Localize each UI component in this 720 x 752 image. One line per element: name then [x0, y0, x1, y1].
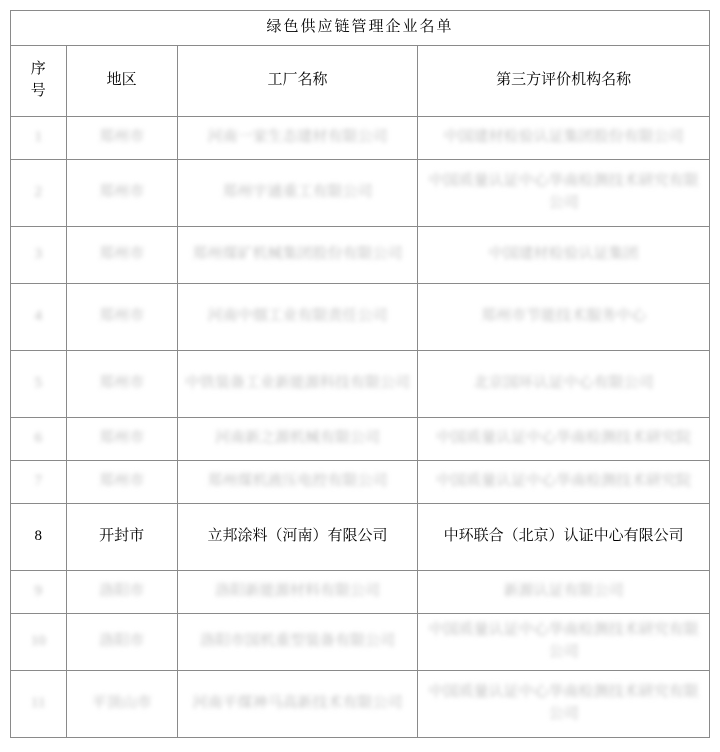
cell-agency: 中国建材检验认证集团股份有限公司 — [418, 116, 710, 159]
cell-no: 5 — [11, 350, 67, 417]
table-row — [11, 226, 710, 283]
cell-no: 7 — [11, 460, 67, 503]
column-header-no-line1: 序 — [30, 61, 46, 77]
cell-agency: 郑州市节能技术服务中心 — [418, 283, 710, 350]
cell-agency: 中国质量认证中心华南检测技术研究有限公司 — [418, 670, 710, 737]
cell-factory: 河南新之源机械有限公司 — [177, 417, 418, 460]
cell-agency: 中环联合（北京）认证中心有限公司 — [418, 503, 710, 570]
cell-agency: 新源认证有限公司 — [418, 570, 710, 613]
cell-region: 郑州市 — [66, 417, 177, 460]
cell-factory: 河南一家生态建材有限公司 — [177, 116, 418, 159]
cell-no: 1 — [11, 116, 67, 159]
table-row — [11, 350, 710, 417]
table-row — [11, 670, 710, 737]
cell-region: 郑州市 — [66, 159, 177, 226]
document-page — [0, 10, 720, 752]
cell-no: 3 — [11, 226, 67, 283]
column-header-no — [11, 45, 67, 116]
cell-factory: 郑州宇通重工有限公司 — [177, 159, 418, 226]
table-row — [11, 283, 710, 350]
cell-factory: 洛阳市国机重型装备有限公司 — [177, 613, 418, 670]
table-row — [11, 159, 710, 226]
cell-agency: 中国质量认证中心华南检测技术研究有限公司 — [418, 159, 710, 226]
table-row — [11, 613, 710, 670]
table-header-row — [11, 45, 710, 116]
table-row-highlighted — [11, 503, 710, 570]
cell-agency: 中国质量认证中心华南检测技术研究院 — [418, 417, 710, 460]
cell-no: 9 — [11, 570, 67, 613]
cell-no: 6 — [11, 417, 67, 460]
page-title: 绿色供应链管理企业名单 — [11, 11, 710, 46]
cell-agency: 中国质量认证中心华南检测技术研究院 — [418, 460, 710, 503]
table-row — [11, 116, 710, 159]
cell-no: 2 — [11, 159, 67, 226]
enterprise-list-table — [10, 10, 710, 738]
table-row — [11, 570, 710, 613]
table-title-row — [11, 11, 710, 46]
cell-region: 郑州市 — [66, 460, 177, 503]
cell-region: 郑州市 — [66, 350, 177, 417]
cell-region: 平顶山市 — [66, 670, 177, 737]
column-header-factory: 工厂名称 — [177, 45, 418, 116]
cell-region: 郑州市 — [66, 283, 177, 350]
cell-region: 郑州市 — [66, 116, 177, 159]
column-header-no-line2: 号 — [30, 82, 46, 99]
cell-region: 开封市 — [66, 503, 177, 570]
cell-region: 郑州市 — [66, 226, 177, 283]
cell-factory: 郑州煤机液压电控有限公司 — [177, 460, 418, 503]
column-header-agency: 第三方评价机构名称 — [418, 45, 710, 116]
cell-factory: 中铁装备工业新能源科技有限公司 — [177, 350, 418, 417]
cell-no: 11 — [11, 670, 67, 737]
cell-no: 10 — [11, 613, 67, 670]
cell-agency: 中国建材检验认证集团 — [418, 226, 710, 283]
table-row — [11, 460, 710, 503]
cell-no: 4 — [11, 283, 67, 350]
cell-factory: 立邦涂料（河南）有限公司 — [177, 503, 418, 570]
cell-factory: 洛阳新能源材料有限公司 — [177, 570, 418, 613]
cell-agency: 北京国环认证中心有限公司 — [418, 350, 710, 417]
cell-agency: 中国质量认证中心华南检测技术研究有限公司 — [418, 613, 710, 670]
cell-region: 洛阳市 — [66, 570, 177, 613]
table-row — [11, 417, 710, 460]
cell-no: 8 — [11, 503, 67, 570]
cell-region: 洛阳市 — [66, 613, 177, 670]
cell-factory: 河南中烟工业有限责任公司 — [177, 283, 418, 350]
column-header-region: 地区 — [66, 45, 177, 116]
cell-factory: 郑州煤矿机械集团股份有限公司 — [177, 226, 418, 283]
cell-factory: 河南平煤神马高新技术有限公司 — [177, 670, 418, 737]
